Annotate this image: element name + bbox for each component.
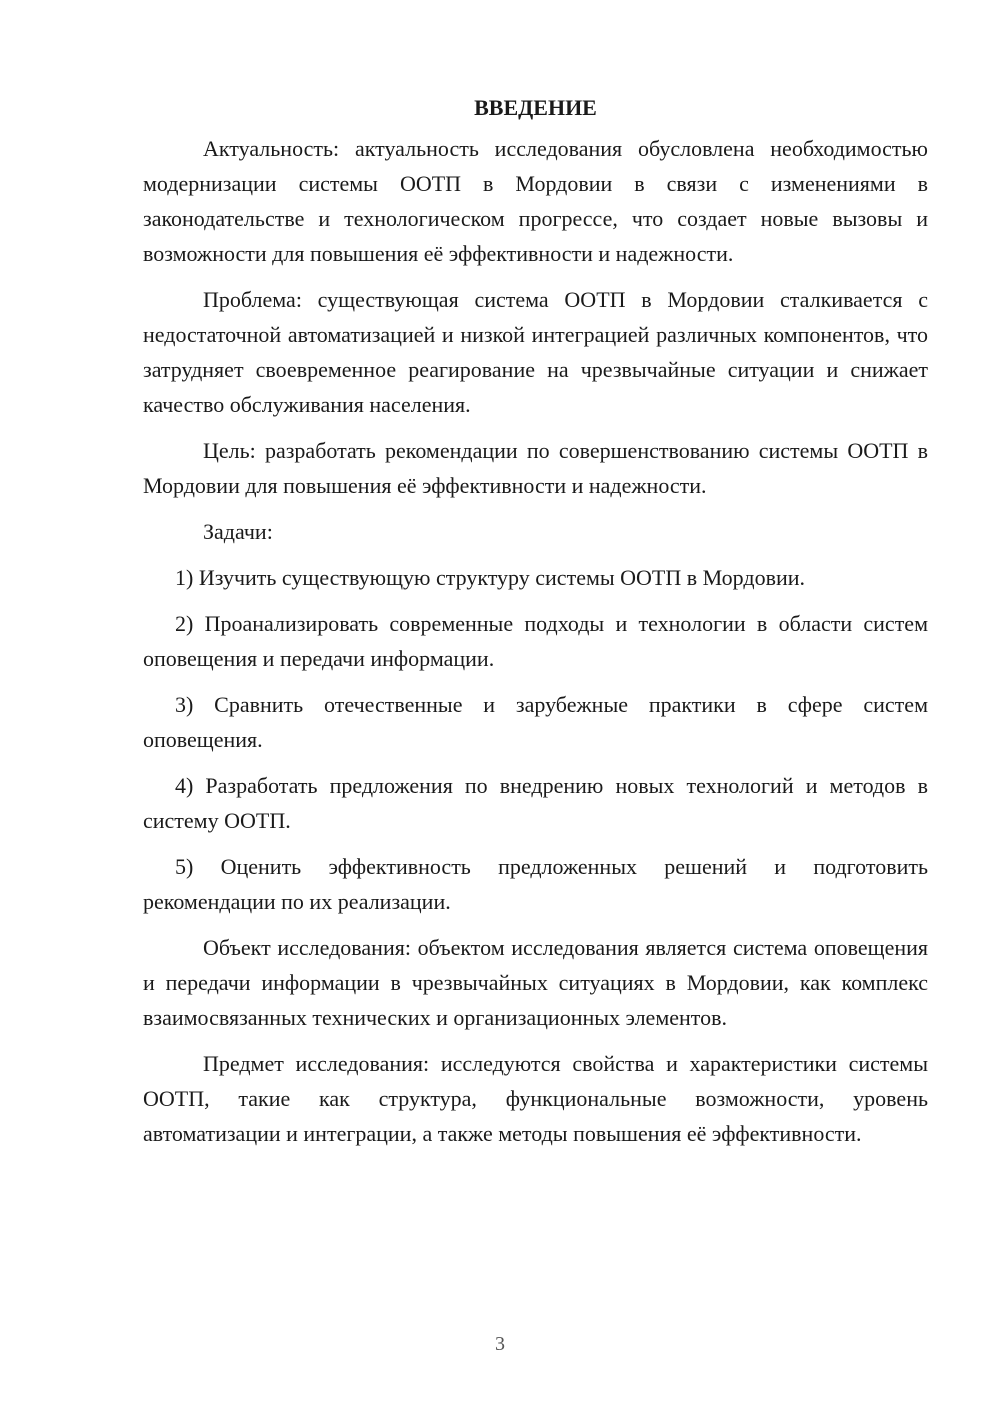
task-item-2: 2) Проанализировать современные подходы и технологии в области систем оповещения и передачи информации. bbox=[143, 611, 928, 671]
document-page bbox=[143, 90, 928, 1162]
paragraph-relevance: Актуальность: актуальность исследования обусловлена необходимостью модернизации системы ООТП в Мордовии в связи с изменениями в законодательстве и технологическом прогрессе, что создает новые вызовы и возможности для повышения её эффективности и надежности. bbox=[143, 136, 928, 266]
task-item-5: 5) Оценить эффективность предложенных решений и подготовить рекомендации по их реализации. bbox=[143, 854, 928, 914]
tasks-heading: Задачи: bbox=[203, 519, 273, 544]
page-number: 3 bbox=[495, 1333, 505, 1355]
paragraph-subject: Предмет исследования: исследуются свойства и характеристики системы ООТП, такие как структура, функциональные возможности, уровень автоматизации и интеграции, а также методы повышения её эффективности. bbox=[143, 1051, 928, 1146]
paragraph-problem: Проблема: существующая система ООТП в Мордовии сталкивается с недостаточной автоматизацией и низкой интеграцией различных компонентов, что затрудняет своевременное реагирование на чрезвычайные ситуации и снижает качество обслуживания населения. bbox=[143, 287, 928, 417]
paragraph-goal: Цель: разработать рекомендации по совершенствованию системы ООТП в Мордовии для повышения её эффективности и надежности. bbox=[143, 438, 928, 498]
task-item-3: 3) Сравнить отечественные и зарубежные практики в сфере систем оповещения. bbox=[143, 692, 928, 752]
task-item-1: 1) Изучить существующую структуру системы ООТП в Мордовии. bbox=[175, 565, 805, 590]
page-title: ВВЕДЕНИЕ bbox=[474, 95, 597, 120]
task-item-4: 4) Разработать предложения по внедрению новых технологий и методов в систему ООТП. bbox=[143, 773, 928, 833]
paragraph-object: Объект исследования: объектом исследования является система оповещения и передачи информации в чрезвычайных ситуациях в Мордовии, как комплекс взаимосвязанных технических и организационных элементов. bbox=[143, 935, 928, 1030]
